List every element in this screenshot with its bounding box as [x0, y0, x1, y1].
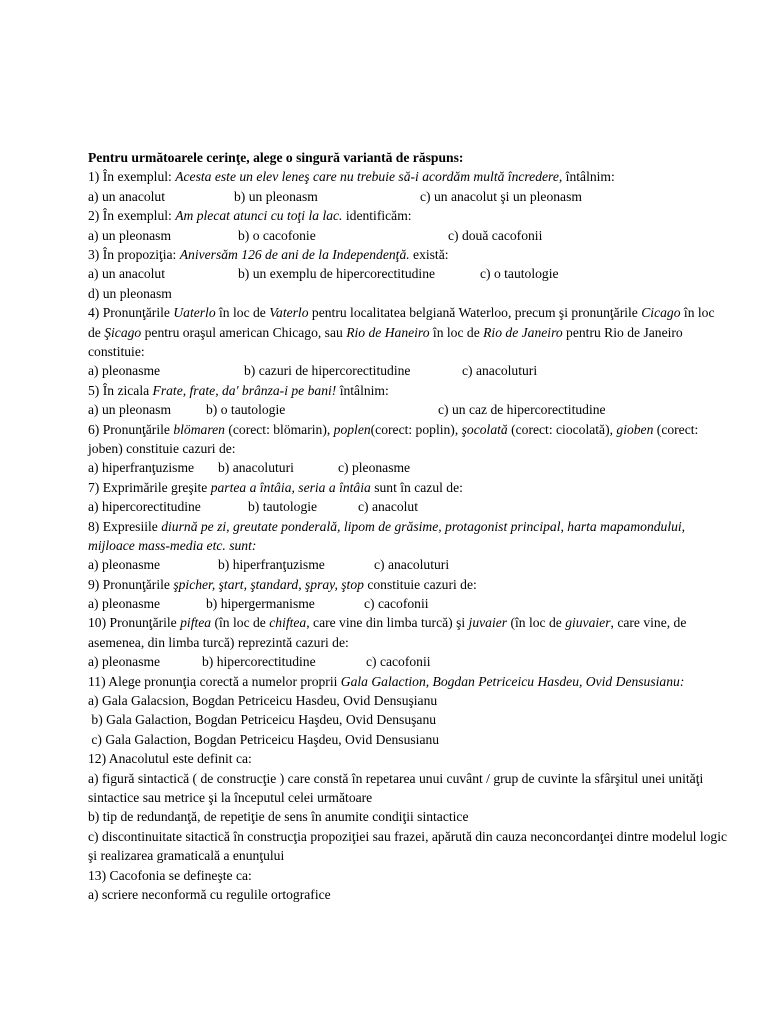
q6-term-socolata: şocolată	[461, 421, 508, 437]
question-1-options	[88, 187, 728, 206]
q5-stem-tail: întâlnim:	[336, 382, 389, 398]
q8-option-a[interactable]: a) pleonasme	[88, 557, 161, 573]
q4-option-c[interactable]: c) anacoluturi	[462, 363, 538, 379]
q4-text-1: 4) Pronunţările	[88, 305, 174, 321]
q8-stem-lead: 8) Expresiile	[88, 518, 162, 534]
question-11-option-c-row	[88, 730, 728, 749]
question-8-options	[88, 555, 728, 574]
question-10-stem	[88, 613, 728, 652]
q2-example: Am plecat atunci cu toţi la lac.	[175, 208, 343, 224]
q4-text-3: în loc de	[215, 305, 270, 321]
question-13-stem: 13) Cacofonia se defineşte ca:	[88, 867, 252, 883]
q5-stem-lead: 5) În zicala	[88, 382, 153, 398]
q4-text-9: pentru oraşul american Chicago, sau	[141, 324, 347, 340]
q9-option-c[interactable]: c) cacofonii	[364, 596, 429, 612]
q4-term-cicago: Cicago	[641, 305, 681, 321]
q4-text-7: în loc de	[88, 305, 715, 340]
q6-text-5: (corect: poplin),	[370, 421, 462, 437]
q6-term-gioben: gioben	[616, 421, 654, 437]
question-2-options	[88, 226, 728, 245]
question-5-options	[88, 400, 728, 419]
q11-stem-lead: 11) Alege pronunţia corectă a numelor proprii	[88, 673, 341, 689]
q1-stem-tail: întâlnim:	[562, 169, 615, 185]
q11-names: Gala Galaction, Bogdan Petriceicu Hasdeu, Ovid Densusianu:	[340, 673, 685, 689]
q4-text-13: pentru Rio de Janeiro constituie:	[88, 324, 683, 359]
q6-option-c[interactable]: c) pleonasme	[338, 460, 411, 476]
q10-option-c[interactable]: c) cacofonii	[366, 654, 431, 670]
question-3-options	[88, 264, 728, 283]
q4-term-rio-de-haneiro: Rio de Haneiro	[346, 324, 430, 340]
q4-option-b[interactable]: b) cazuri de hipercorectitudine	[244, 363, 411, 379]
q7-option-b[interactable]: b) tautologie	[248, 499, 318, 515]
q1-stem-lead: 1) În exemplul:	[88, 169, 176, 185]
q10-text-7: (în loc de	[507, 615, 566, 631]
q5-option-c[interactable]: c) un caz de hipercorectitudine	[438, 402, 606, 418]
question-5-stem	[88, 381, 728, 400]
q11-option-a[interactable]: a) Gala Galacsion, Bogdan Petriceicu Hasdeu, Ovid Densuşianu	[88, 693, 438, 709]
q9-option-a[interactable]: a) pleonasme	[88, 596, 161, 612]
q7-example: partea a întâia, seria a întâia	[210, 479, 371, 495]
q3-option-d[interactable]: d) un pleonasm	[88, 285, 172, 301]
q2-stem-lead: 2) În exemplul:	[88, 208, 176, 224]
question-4-stem	[88, 303, 728, 361]
q6-option-a[interactable]: a) hiperfranţuzisme	[88, 460, 195, 476]
q12-option-c[interactable]: c) discontinuitate sitactică în construcţia propoziţiei sau frazei, apărută din cauza neconcordanţei dintre modelul logic şi realizarea gramaticală a enunţului	[88, 828, 728, 864]
question-2-stem	[88, 206, 728, 225]
question-11-option-a-row	[88, 691, 728, 710]
q9-option-b[interactable]: b) hipergermanisme	[206, 596, 315, 612]
q1-option-b[interactable]: b) un pleonasm	[234, 188, 318, 204]
q3-stem-tail: există:	[409, 246, 449, 262]
q13-option-a[interactable]: a) scriere neconformă cu regulile ortografice	[88, 887, 331, 903]
q4-term-vaterlo: Vaterlo	[269, 305, 309, 321]
q3-stem-lead: 3) În propoziţia:	[88, 246, 180, 262]
q5-option-b[interactable]: b) o tautologie	[206, 402, 286, 418]
q4-text-11: în loc de	[429, 324, 484, 340]
question-9-options	[88, 594, 728, 613]
q12-option-a[interactable]: a) figură sintactică ( de construcţie ) care constă în repetarea unui cuvânt / grup de cuvinte la sfârşitul unei unităţi sintactice sau metrice şi la începutul celei următoare	[88, 770, 704, 806]
q7-stem-lead: 7) Exprimările greşite	[88, 479, 211, 495]
question-3-option-d-row	[88, 284, 728, 303]
q10-text-9: , care vine, de asemenea, din limba turcă) reprezintă cazuri de:	[88, 615, 687, 650]
q12-option-b[interactable]: b) tip de redundanţă, de repetiţie de sens în anumite condiţii sintactice	[88, 809, 469, 825]
question-12-stem: 12) Anacolutul este definit ca:	[88, 751, 252, 767]
q1-example: Acesta este un elev leneş care nu trebuie să-i acordăm multă încredere,	[175, 169, 563, 185]
question-11-option-b-row	[88, 710, 728, 729]
q10-term-juvaier: juvaier	[468, 615, 508, 631]
instructions-heading: Pentru următoarele cerinţe, alege o singură variantă de răspuns:	[88, 150, 464, 165]
question-6-options	[88, 458, 728, 477]
q10-text-1: 10) Pronunţările	[88, 615, 181, 631]
q5-option-a[interactable]: a) un pleonasm	[88, 402, 172, 418]
question-9-stem	[88, 575, 728, 594]
question-7-stem	[88, 478, 728, 497]
q9-examples: şpicher, ştart, ştandard, şpray, ştop	[173, 576, 364, 592]
q1-option-a[interactable]: a) un anacolut	[88, 188, 165, 204]
q6-option-b[interactable]: b) anacoluturi	[218, 460, 294, 476]
q11-option-c[interactable]: c) Gala Galaction, Bogdan Petriceicu Haşdeu, Ovid Densusianu	[88, 731, 440, 747]
q4-term-sicago: Şicago	[104, 324, 142, 340]
q3-option-a[interactable]: a) un anacolut	[88, 266, 165, 282]
q2-option-a[interactable]: a) un pleonasm	[88, 227, 172, 243]
question-6-stem	[88, 420, 728, 459]
question-7-options	[88, 497, 728, 516]
q8-option-c[interactable]: c) anacoluturi	[374, 557, 450, 573]
q2-stem-tail: identificăm:	[342, 208, 412, 224]
q11-option-b[interactable]: b) Gala Galaction, Bogdan Petriceicu Haşdeu, Ovid Densuşanu	[88, 712, 437, 728]
q9-stem-tail: constituie cazuri de:	[363, 576, 477, 592]
q2-option-c[interactable]: c) două cacofonii	[448, 227, 543, 243]
question-11-stem	[88, 672, 728, 691]
q10-option-b[interactable]: b) hipercorectitudine	[202, 654, 316, 670]
q4-term-uaterlo: Uaterlo	[173, 305, 216, 321]
q5-example: Frate, frate, da' brânza-i pe bani!	[152, 382, 337, 398]
question-4-options	[88, 361, 728, 380]
question-1-stem	[88, 167, 728, 186]
q6-text-9: (corect: joben) constituie cazuri de:	[88, 421, 699, 456]
q4-option-a[interactable]: a) pleonasme	[88, 363, 161, 379]
q7-stem-tail: sunt în cazul de:	[370, 479, 463, 495]
question-8-stem	[88, 517, 728, 556]
q7-option-a[interactable]: a) hipercorectitudine	[88, 499, 201, 515]
q10-term-piftea: piftea	[180, 615, 212, 631]
q6-term-blomaren: blömaren	[173, 421, 225, 437]
question-10-options	[88, 652, 728, 671]
q10-text-3: (în loc de	[211, 615, 270, 631]
q10-term-giuvaier: giuvaier	[565, 615, 611, 631]
q2-option-b[interactable]: b) o cacofonie	[238, 227, 316, 243]
q3-example: Aniversăm 126 de ani de la Independenţă.	[179, 246, 410, 262]
q4-text-5: pentru localitatea belgiană Waterloo, precum şi pronunţările	[308, 305, 642, 321]
q7-option-c[interactable]: c) anacolut	[358, 499, 419, 515]
q3-option-b[interactable]: b) un exemplu de hipercorectitudine	[238, 266, 436, 282]
quiz-content	[88, 148, 728, 904]
q4-term-rio-de-janeiro: Rio de Janeiro	[483, 324, 563, 340]
q6-text-7: (corect: ciocolată),	[507, 421, 617, 437]
q3-option-c[interactable]: c) o tautologie	[480, 266, 559, 282]
q8-examples: diurnă pe zi, greutate ponderală, lipom de grăsime, protagonist principal, harta mapamondului, mijloace mass-media etc. sunt:	[88, 518, 686, 553]
q8-option-b[interactable]: b) hiperfranţuzisme	[218, 557, 325, 573]
q6-text-1: 6) Pronunţările	[88, 421, 174, 437]
q10-option-a[interactable]: a) pleonasme	[88, 654, 161, 670]
question-3-stem	[88, 245, 728, 264]
q1-option-c[interactable]: c) un anacolut şi un pleonasm	[420, 188, 582, 204]
q9-stem-lead: 9) Pronunţările	[88, 576, 174, 592]
q6-term-poplen: poplen	[333, 421, 371, 437]
q6-text-3: (corect: blömarin),	[224, 421, 334, 437]
q10-term-chiftea: chiftea	[269, 615, 307, 631]
q10-text-5: , care vine din limba turcă) şi	[306, 615, 469, 631]
